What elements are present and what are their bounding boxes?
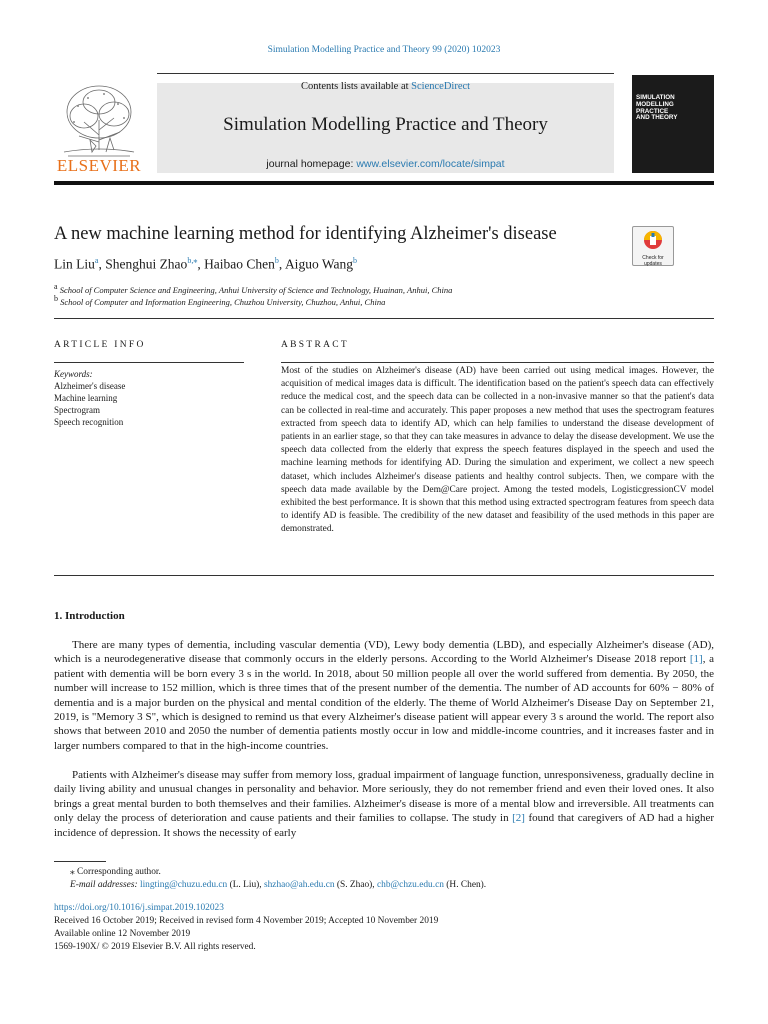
check-for-updates-button[interactable]: Check for updates	[632, 226, 674, 266]
divider	[54, 318, 714, 319]
citation-link[interactable]: [2]	[512, 812, 525, 825]
keyword-item: Spectrogram	[54, 405, 100, 415]
author-affiliation-mark[interactable]: b,⁎	[187, 256, 198, 265]
section-heading-introduction: 1. Introduction	[54, 610, 125, 622]
crossmark-icon	[633, 227, 673, 251]
author-affiliation-mark[interactable]: b	[352, 256, 357, 265]
journal-cover-title: SIMULATION MODELLING PRACTICE AND THEORY	[636, 94, 678, 122]
homepage-link[interactable]: www.elsevier.com/locate/simpat	[356, 158, 505, 170]
author-name: Shenghui Zhao	[105, 256, 188, 272]
abstract-heading: ABSTRACT	[281, 340, 350, 350]
abstract-body: Most of the studies on Alzheimer's disease (AD) have been carried out using medical images. However, the acquisition of medical images data is difficult. The identification based on the patient's speech data can effectively reduce the medical cost, and the speech data can be collected in a non-invasive manner so that the patient's data can be collected in real-time and accurately. This paper proposes a new method that uses the spectrogram features extracted from speech data to identify AD, which can help families to understand the disease development of patients in an earlier stage, so that they can take measures in advance to delay the disease development. We use the speech data collected from the elderly that express the speech features displayed in the speech and used the machine learning methods for identifying AD. During the simulation and experiment, we collect a new speech dataset, which includes Alzheimer's disease patients and healthy control subjects. Then, we compare with the speech data made available by the Dem@Care project. Among the tested models, LogisticgressionCV model exhibited the best performance. It is shown that this method using extracted spectrogram features from speech data to identify AD is feasible. The credibility of the new dataset and feasibility of the used methods in this paper are demonstrated.	[281, 366, 714, 535]
header-rule	[157, 73, 614, 74]
affiliation-a: $^a$ School of Computer Science and Engineering, Anhui University of Science and Technology, Huainan, Anhui, China	[54, 282, 453, 295]
paragraph: Patients with Alzheimer's disease may suffer from memory loss, gradual impairment of language function, unresponsiveness, gradually decline in daily living ability and unusual changes in personality and behavior. More seriously, they do not remember friend and even their loved ones. It also brings a great mental burden to both themselves and their families. Alzheimer's disease is more of a mental blow and irreversible. All treatments can only delay the process of deterioration and cause patients and their families to collapse. The study in [2] found that caregivers of AD had a higher incidence of depression. It shows the necessity of early	[54, 769, 714, 839]
article-metadata	[54, 902, 714, 954]
citation-link[interactable]: [1]	[689, 653, 703, 666]
author-list: Lin Liu$^a$, Shenghui Zhao$^{b,⁎}$, Haibao Chen$^b$, Aiguo Wang$^b$	[54, 256, 357, 272]
header-thick-rule	[54, 181, 714, 185]
author-name: Haibao Chen	[204, 256, 275, 272]
author-affiliation-mark[interactable]: a	[94, 256, 99, 265]
corresponding-author-note: ⁎ Corresponding author.	[70, 867, 161, 877]
author-name: Aiguo Wang	[284, 256, 353, 272]
received-dates: Received 16 October 2019; Received in revised form 4 November 2019; Accepted 10 November 2019	[54, 916, 439, 926]
journal-homepage: journal homepage: www.elsevier.com/locate/simpat	[266, 158, 505, 170]
footnote-rule	[54, 861, 106, 862]
publisher-wordmark: ELSEVIER	[56, 156, 142, 175]
divider	[54, 362, 244, 363]
journal-cover-image[interactable]	[632, 75, 714, 173]
keyword-item: Speech recognition	[54, 417, 124, 427]
journal-title: Simulation Modelling Practice and Theory	[223, 114, 548, 135]
paragraph: There are many types of dementia, including vascular dementia (VD), Lewy body dementia (LBD), and especially Alzheimer's disease (AD), which is a neurodegenerative disease that commonly occurs in the elderly persons. According to the World Alzheimer's Disease 2018 report [1], a patient with dementia will be born every 3 s in the world. In 2018, about 50 million people all over the world suffered from dementia. By 2050, the number will increase to 152 million, which is three times that of the present number of the dementia. The number of AD accounts for 60% − 80% of dementia and is a major burden on the physical and mental condition of the elderly. The theme of World Alzheimer's Disease Day on September 21, 2019, is "Memory 3 S", which is designed to remind us that every Alzheimer's disease patient will appear every 3 s around the world. The report also shows that between 2010 and 2050 the number of dementia patients mostly occur in low and middle-income countries, and it increases faster and in larger numbers compared to that in the high-income countries.	[54, 639, 714, 752]
footnote	[54, 866, 714, 893]
email-addresses: E-mail addresses: lingting@chuzu.edu.cn (L. Liu), shzhao@ah.edu.cn (S. Zhao), chb@chzu.edu.cn (H. Chen).	[70, 880, 487, 891]
available-online: Available online 12 November 2019	[54, 929, 191, 939]
journal-citation[interactable]: Simulation Modelling Practice and Theory 99 (2020) 102023	[267, 45, 501, 55]
author-name: Lin Liu	[54, 256, 95, 272]
keyword-item: Machine learning	[54, 393, 118, 403]
contents-availability: Contents lists available at ScienceDirect	[300, 81, 471, 92]
keyword-item: Alzheimer's disease	[54, 381, 126, 391]
doi-link[interactable]: https://doi.org/10.1016/j.simpat.2019.102023	[54, 903, 224, 913]
email-link[interactable]: chb@chzu.edu.cn	[377, 880, 444, 891]
keywords-label: Keywords:	[54, 369, 93, 379]
divider	[54, 575, 714, 576]
affiliation-b: $^b$ School of Computer and Information Engineering, Chuzhou University, Chuzhou, Anhui, China	[54, 294, 386, 307]
article-title: A new machine learning method for identifying Alzheimer's disease	[54, 224, 557, 244]
sciencedirect-link[interactable]: ScienceDirect	[411, 81, 471, 92]
author-affiliation-mark[interactable]: b	[274, 256, 279, 265]
keywords-list	[54, 368, 125, 428]
copyright: 1569-190X/ © 2019 Elsevier B.V. All rights reserved.	[54, 942, 256, 952]
article-info-heading: ARTICLE INFO	[54, 340, 146, 350]
email-link[interactable]: lingting@chuzu.edu.cn	[139, 880, 228, 891]
divider	[281, 362, 714, 363]
email-link[interactable]: shzhao@ah.edu.cn	[263, 880, 335, 891]
